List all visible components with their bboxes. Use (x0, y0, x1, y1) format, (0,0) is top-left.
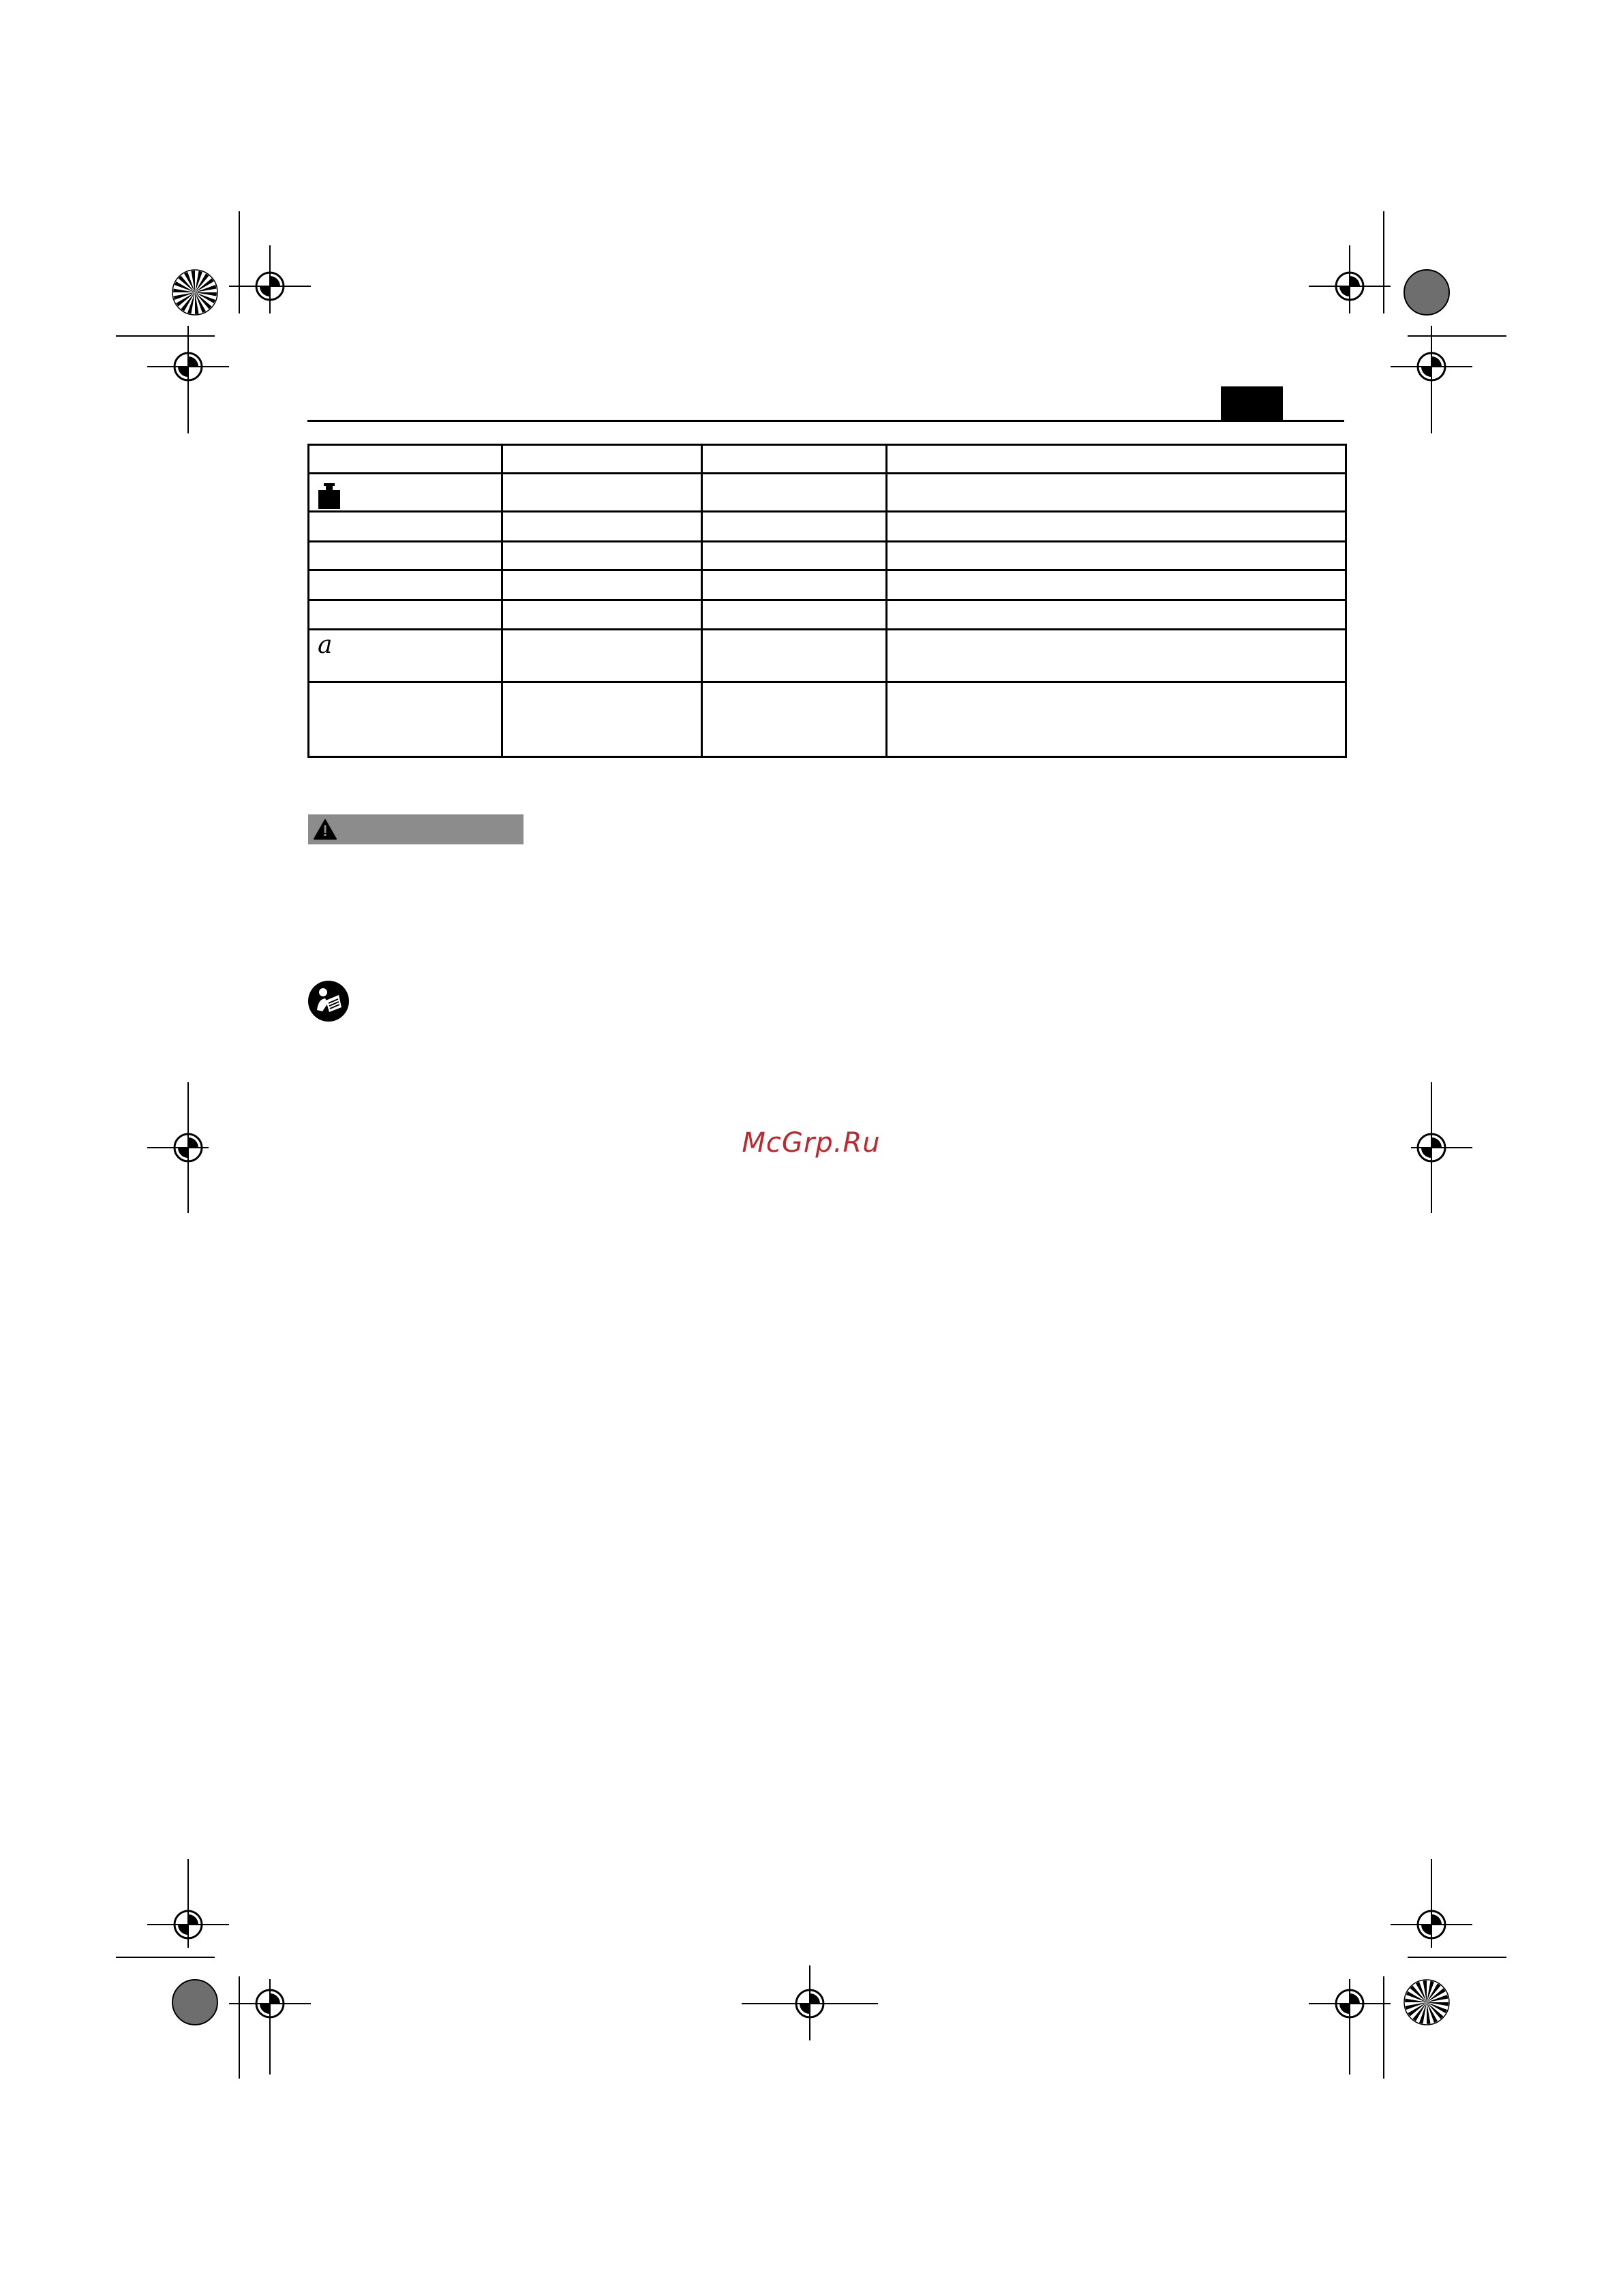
table-cell (309, 512, 502, 542)
table-cell (702, 445, 887, 474)
registration-crosshair-icon (1309, 245, 1391, 327)
gray-calibration-disc-icon (171, 1978, 219, 2026)
table-cell (887, 600, 1346, 630)
registration-crosshair-icon (229, 245, 311, 327)
table-cell (309, 682, 502, 757)
table-cell (887, 445, 1346, 474)
table-cell (309, 600, 502, 630)
crop-line (1383, 1976, 1384, 2079)
crop-line (1408, 335, 1506, 337)
table-cell (309, 570, 502, 600)
table-row (309, 600, 1346, 630)
registration-crosshair-icon (147, 326, 229, 408)
crop-line (239, 211, 240, 313)
crop-line (116, 335, 215, 337)
header-rule (307, 420, 1344, 422)
table-cell (502, 445, 702, 474)
table-cell (502, 630, 702, 682)
table-cell (887, 682, 1346, 757)
table-cell (887, 630, 1346, 682)
table-row (309, 542, 1346, 570)
table-cell (309, 445, 502, 474)
crop-line (1408, 1957, 1506, 1958)
table-cell (887, 542, 1346, 570)
table-cell (702, 512, 887, 542)
registration-crosshair-icon (1391, 326, 1472, 408)
table-cell (887, 570, 1346, 600)
registration-crosshair-icon (147, 1082, 229, 1219)
weight-icon (317, 482, 342, 509)
language-tab (1221, 386, 1283, 420)
registration-crosshair-icon (147, 1859, 229, 1955)
registration-crosshair-icon (1391, 1859, 1472, 1955)
crop-line (116, 1957, 215, 1958)
table-row (309, 630, 1346, 682)
read-manual-icon (307, 980, 350, 1022)
table-row (309, 512, 1346, 542)
registration-crosshair-icon (742, 1965, 878, 2047)
table-cell (702, 570, 887, 600)
warning-bar (308, 814, 524, 844)
starburst-calibration-icon (1403, 1978, 1451, 2026)
table-cell (502, 682, 702, 757)
table-cell (887, 512, 1346, 542)
table-cell (702, 600, 887, 630)
warning-triangle-icon (314, 819, 337, 840)
registration-crosshair-icon (1309, 1965, 1391, 2075)
table-cell (887, 474, 1346, 512)
table-cell (502, 474, 702, 512)
table-cell (702, 630, 887, 682)
crop-line (1383, 211, 1384, 313)
table-row (309, 570, 1346, 600)
table-row (309, 474, 1346, 512)
table-row (309, 445, 1346, 474)
watermark: McGrp.Ru (742, 1127, 881, 1159)
table-cell (702, 474, 887, 512)
table-cell (502, 600, 702, 630)
crop-line (239, 1976, 240, 2079)
table-cell (502, 542, 702, 570)
registration-crosshair-icon (229, 1965, 311, 2075)
spec-table (307, 444, 1347, 758)
table-row (309, 682, 1346, 757)
table-cell (702, 682, 887, 757)
table-cell (309, 542, 502, 570)
table-cell (502, 570, 702, 600)
registration-crosshair-icon (1391, 1082, 1472, 1219)
table-cell-weight (309, 474, 502, 512)
gray-calibration-disc-icon (1403, 269, 1451, 316)
table-cell (702, 542, 887, 570)
table-cell (502, 512, 702, 542)
starburst-calibration-icon (171, 269, 219, 316)
vibration-a-icon: a (309, 630, 502, 682)
